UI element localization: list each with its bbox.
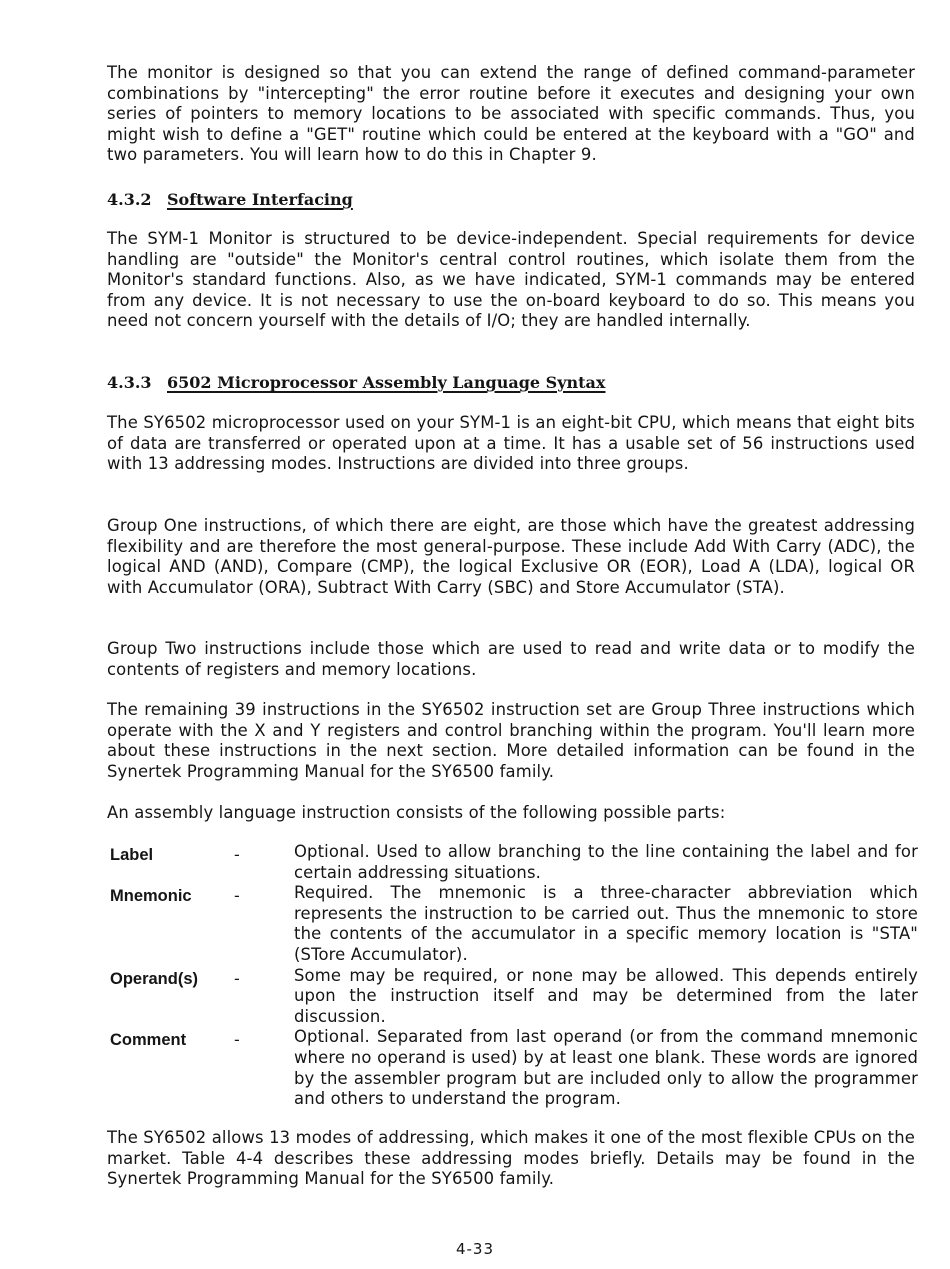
list-item: [110, 1027, 918, 1109]
list-item: [110, 966, 918, 1028]
definition-text: Some may be required, or none may be allowed. This depends entirely upon the instruction itself and may be determined from the later discussion.: [294, 965, 918, 1026]
definition-dash: -: [234, 968, 240, 988]
definition-term: Operand(s): [110, 969, 199, 988]
definition-dash: -: [234, 845, 240, 864]
paragraph-addressing-modes: The SY6502 allows 13 modes of addressing, which makes it one of the most flexible CPUs on the market. Table 4-4 describes these addressing modes briefly. Details may be found in the Synertek Programming Manual for the SY6500 family.: [107, 1128, 915, 1189]
list-item: [110, 883, 918, 965]
section-heading-software-interfacing: [107, 190, 353, 210]
page-number: 4-33: [455, 1240, 495, 1258]
definition-dash: -: [234, 886, 240, 906]
section-number: 4.3.3: [107, 373, 152, 392]
paragraph-group-one: Group One instructions, of which there are eight, are those which have the greatest addressing flexibility and are therefore the most general-purpose. These include Add With Carry (ADC), the logical AND (AND), Compare (CMP), the logical Exclusive OR (EOR), Load A (LDA), logical OR with Accumulator (ORA), Subtract With Carry (SBC) and Store Accumulator (STA).: [107, 516, 915, 597]
definition-text: Required. The mnemonic is a three-character abbreviation which represents the instruction to be carried out. Thus the mnemonic to store the contents of the accumulator in a specific memory location is "STA" (STore Accumulator).: [294, 883, 918, 964]
section-title: 6502 Microprocessor Assembly Language Syntax: [167, 373, 606, 392]
section-heading-assembly-syntax: [107, 373, 605, 393]
definition-term: Comment: [110, 1031, 187, 1050]
section-number: 4.3.2: [107, 190, 152, 209]
list-item: [110, 842, 918, 883]
paragraph-command-extension: The monitor is designed so that you can extend the range of defined command-parameter combinations by "intercepting" the error routine before it executes and designing your own series of pointers to memory locations to be associated with specific commands. Thus, you might wish to define a "GET" routine which could be entered at the keyboard with a "GO" and two parameters. You will learn how to do this in Chapter 9.: [107, 63, 915, 165]
paragraph-group-two: Group Two instructions include those which are used to read and write data or to modify the contents of registers and memory locations.: [107, 639, 915, 679]
section-title: Software Interfacing: [167, 190, 353, 209]
definition-term: Mnemonic: [110, 887, 192, 906]
paragraph-software-interfacing: The SYM-1 Monitor is structured to be device-independent. Special requirements for device handling are "outside" the Monitor's central control routines, which isolate them from the Monitor's standard functions. Also, as we have indicated, SYM-1 commands may be entered from any device. It is not necessary to use the on-board keyboard to do so. This means you need not concern yourself with the details of I/O; they are handled internally.: [107, 229, 915, 331]
paragraph-instruction-parts-intro: An assembly language instruction consists of the following possible parts:: [107, 803, 726, 822]
paragraph-group-three: The remaining 39 instructions in the SY6502 instruction set are Group Three instructions which operate with the X and Y registers and control branching within the program. You'll learn more about these instructions in the next section. More detailed information can be found in the Synertek Programming Manual for the SY6500 family.: [107, 700, 915, 781]
definition-term: Label: [110, 846, 154, 864]
instruction-parts-list: [110, 842, 918, 1110]
paragraph-sy6502-overview: The SY6502 microprocessor used on your SYM-1 is an eight-bit CPU, which means that eight bits of data are transferred or operated upon at a time. It has a usable set of 56 instructions used with 13 addressing modes. Instructions are divided into three groups.: [107, 413, 915, 474]
definition-dash: -: [234, 1030, 240, 1050]
definition-text: Optional. Separated from last operand (or from the command mnemonic where no operand is used) by at least one blank. These words are ignored by the assembler program but are included only to allow the programmer and others to understand the program.: [294, 1027, 918, 1109]
definition-text: Optional. Used to allow branching to the line containing the label and for certain addressing situations.: [294, 842, 918, 882]
